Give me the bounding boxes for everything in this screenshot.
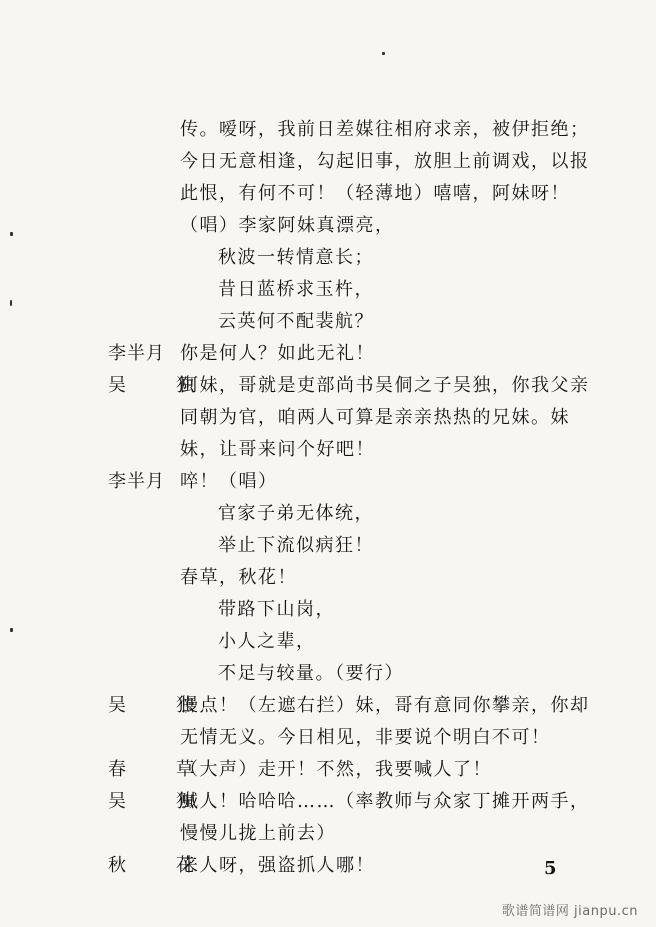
speaker-name: 春 草 — [108, 759, 210, 780]
dialogue-line: （大声）走开！不然，我要喊人了！ — [180, 759, 492, 780]
song-line: 秋波一转情意长； — [218, 247, 374, 268]
speaker-name: 秋 花 — [108, 855, 210, 876]
song-line: 官家子弟无体统， — [218, 503, 374, 524]
dialogue-line: 无情无义。今日相见，非要说个明白不可！ — [180, 727, 551, 748]
scan-speck — [10, 628, 13, 632]
dialogue-line: 慢点！（左遮右拦）妹，哥有意同你攀亲，你却 — [180, 695, 590, 716]
dialogue-line: 你是何人？如此无礼！ — [180, 343, 375, 364]
scan-speck — [382, 52, 385, 55]
dialogue-line: 此恨，有何不可！（轻薄地）嘻嘻，阿妹呀！ — [180, 183, 570, 204]
scan-speck — [10, 232, 13, 236]
song-line: 小人之辈， — [218, 631, 316, 652]
song-line: 云英何不配裴航？ — [218, 311, 374, 332]
speaker-name: 李半月 — [108, 343, 165, 364]
dialogue-line: 来人呀，强盗抓人哪！ — [180, 855, 375, 876]
dialogue-line: 阿妹，哥就是吏部尚书吴侗之子吴独，你我父亲 — [180, 375, 590, 396]
dialogue-line: 同朝为官，咱两人可算是亲亲热热的兄妹。妹 — [180, 407, 570, 428]
watermark: 歌谱简谱网 jianpu.cn — [501, 904, 638, 919]
dialogue-line: 传。嗳呀，我前日差媒往相府求亲，被伊拒绝； — [180, 119, 590, 140]
scan-speck — [10, 300, 12, 306]
speaker-name: 吴 独 — [108, 695, 210, 716]
speaker-name: 吴 独 — [108, 791, 210, 812]
song-line: 昔日蓝桥求玉杵， — [218, 279, 374, 300]
dialogue-line: 今日无意相逢，勾起旧事，放胆上前调戏，以报 — [180, 151, 590, 172]
dialogue-line: 啐！（唱） — [180, 471, 278, 492]
song-line: 带路下山岗， — [218, 599, 335, 620]
dialogue-line: 妹，让哥来问个好吧！ — [180, 439, 375, 460]
song-line: 不足与较量。（要行） — [218, 663, 404, 684]
dialogue-line: 慢慢儿拢上前去） — [180, 823, 336, 844]
song-line: 举止下流似病狂！ — [218, 535, 374, 556]
speaker-name: 吴 独 — [108, 375, 210, 396]
dialogue-line: 喊人！哈哈哈……（率教师与众家丁摊开两手， — [180, 791, 590, 812]
speaker-name: 李半月 — [108, 471, 165, 492]
page-number: 5 — [544, 858, 557, 879]
dialogue-line: （唱）李家阿妹真漂亮， — [180, 215, 395, 236]
dialogue-line: 春草，秋花！ — [180, 567, 297, 588]
